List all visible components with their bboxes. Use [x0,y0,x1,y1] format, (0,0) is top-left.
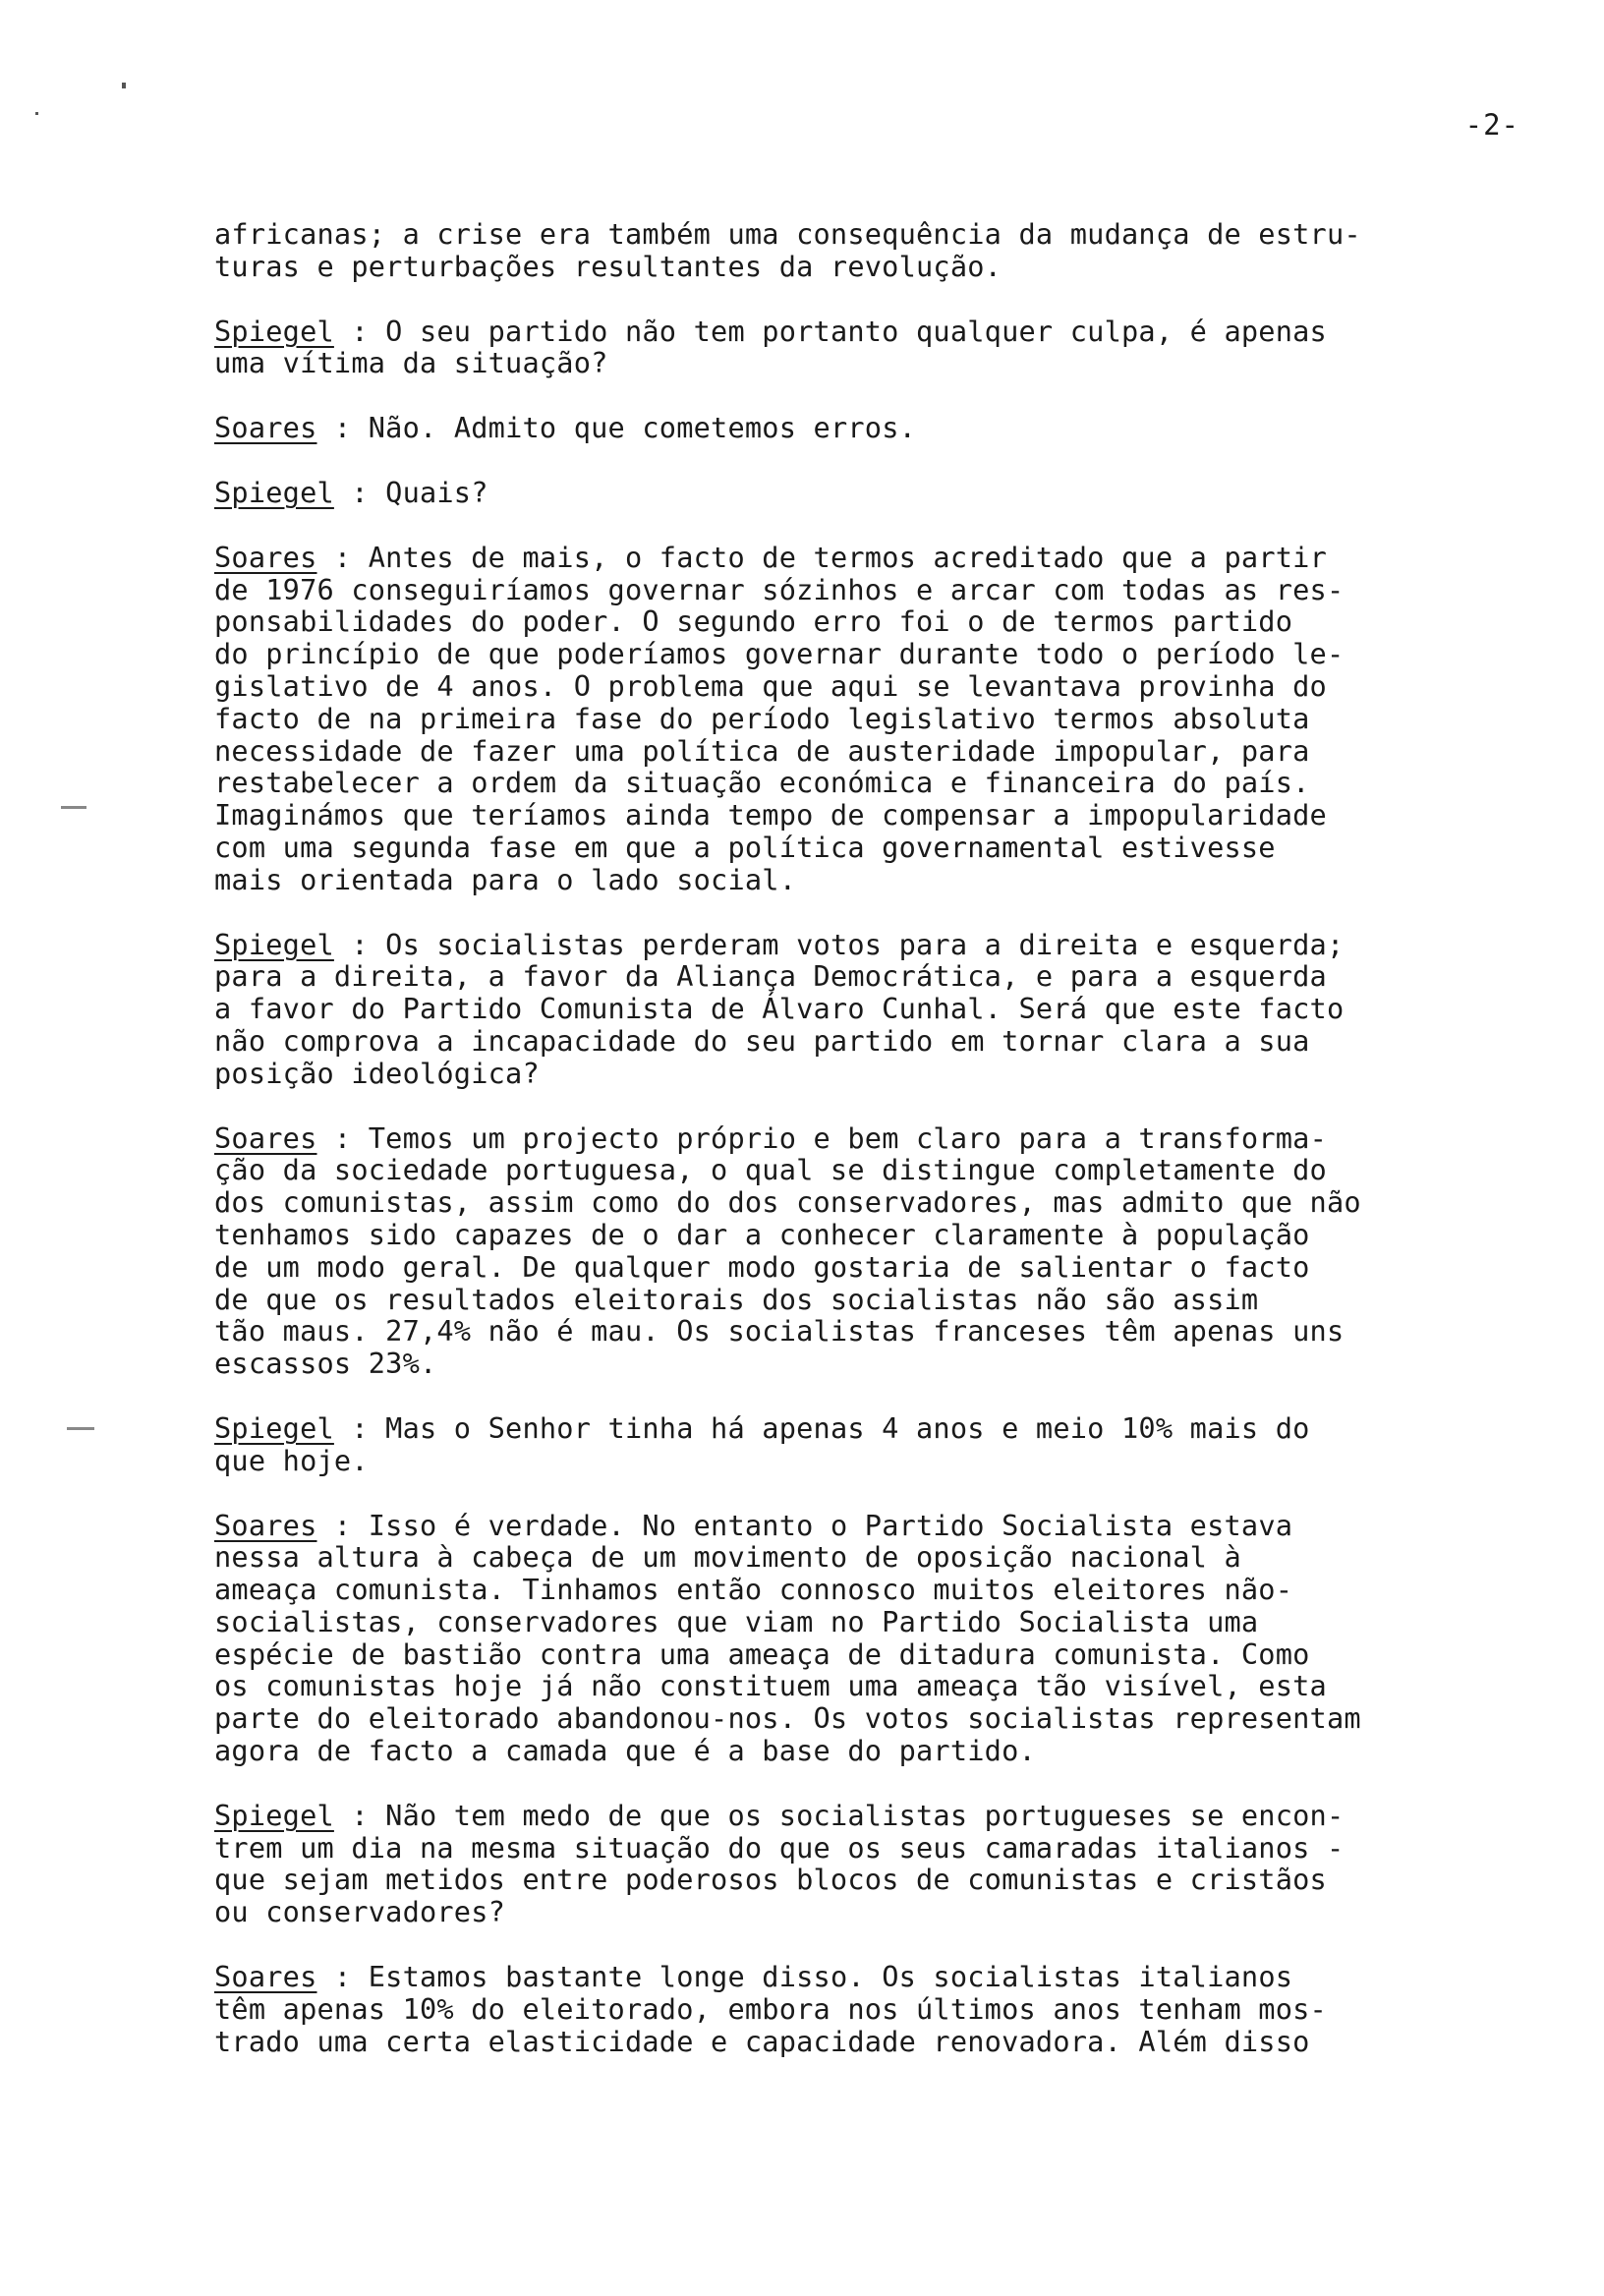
text-line: : Os socialistas perderam votos para a direita e esquerda; [333,927,1345,961]
margin-hole-mark [61,806,86,809]
text-line: turas e perturbações resultantes da revolução. [214,249,1002,283]
scan-speck [122,83,126,88]
text-line: tenhamos sido capazes de o dar a conhecer claramente à população [214,1217,1310,1251]
text-line: ponsabilidades do poder. O segundo erro foi o de termos partido [214,604,1293,639]
answer-block [214,1961,1571,2057]
text-line: de 1976 conseguiríamos governar sózinhos e arcar com todas as res- [214,572,1345,606]
speaker-label: Soares [214,1120,317,1155]
paragraph [214,218,1571,283]
speaker-label: Spiegel [214,1798,334,1832]
text-line: posição ideológica? [214,1056,540,1090]
margin-hole-mark [67,1427,94,1430]
speaker-label: Soares [214,411,317,445]
text-line: trem um dia na mesma situação do que os seus camaradas italianos - [214,1830,1345,1865]
question-block [214,477,1571,509]
text-line: Imaginámos que teríamos ainda tempo de compensar a impopularidade [214,798,1327,832]
answer-block [214,542,1571,896]
text-line: ameaça comunista. Tinhamos então connosco muitos eleitores não- [214,1573,1293,1607]
text-line: nessa altura à cabeça de um movimento de oposição nacional à [214,1540,1241,1575]
text-line: mais orientada para o lado social. [214,862,797,896]
text-line: tão maus. 27,4% não é mau. Os socialistas franceses têm apenas uns [214,1314,1345,1349]
text-line: dos comunistas, assim como do dos conservadores, mas admito que não [214,1185,1361,1220]
text-line: : Isso é verdade. No entanto o Partido Socialista estava [316,1508,1293,1542]
text-line: parte do eleitorado abandonou-nos. Os votos socialistas representam [214,1701,1361,1736]
text-line: que sejam metidos entre poderosos blocos de comunistas e cristãos [214,1863,1327,1897]
text-line: a favor do Partido Comunista de Álvaro Cunhal. Será que este facto [214,992,1345,1026]
text-line: : Estamos bastante longe disso. Os socialistas italianos [316,1960,1293,1994]
text-line: não comprova a incapacidade do seu partido em tornar clara a sua [214,1023,1310,1058]
text-line: os comunistas hoje já não constituem uma ameaça tão visível, esta [214,1669,1327,1703]
speaker-label: Spiegel [214,1410,334,1445]
answer-block [214,1510,1571,1767]
text-line: socialistas, conservadores que viam no Partido Socialista uma [214,1604,1259,1638]
text-line: : Quais? [333,475,488,509]
text-line: : Mas o Senhor tinha há apenas 4 anos e meio 10% mais do [333,1410,1310,1445]
speaker-label: Spiegel [214,475,334,509]
text-line: ção da sociedade portuguesa, o qual se distingue completamente do [214,1153,1327,1187]
speaker-label: Soares [214,540,317,574]
text-line: com uma segunda fase em que a política governamental estivesse [214,830,1276,864]
text-line: : Não. Admito que cometemos erros. [316,411,917,445]
text-line: que hoje. [214,1443,369,1477]
question-block [214,1800,1571,1928]
text-line: trado uma certa elasticidade e capacidade renovadora. Além disso [214,2024,1310,2058]
answer-block [214,1122,1571,1380]
text-line: ou conservadores? [214,1895,506,1929]
text-line: : Temos um projecto próprio e bem claro para a transforma- [316,1120,1327,1155]
text-line: de que os resultados eleitorais dos socialistas não são assim [214,1282,1259,1316]
text-line: uma vítima da situação? [214,346,608,380]
text-line: facto de na primeira fase do período legislativo termos absoluta [214,701,1310,735]
text-line: : Antes de mais, o facto de termos acreditado que a partir [316,540,1327,574]
answer-block [214,412,1571,444]
question-block [214,316,1571,380]
text-line: de um modo geral. De qualquer modo gostaria de salientar o facto [214,1249,1310,1284]
speaker-label: Spiegel [214,927,334,961]
text-line: : Não tem medo de que os socialistas portugueses se encon- [333,1798,1345,1832]
scan-speck [35,112,38,115]
speaker-label: Spiegel [214,314,334,348]
speaker-label: Soares [214,1960,317,1994]
speaker-label: Soares [214,1508,317,1542]
interview-text [214,218,1571,2090]
text-line: necessidade de fazer uma política de austeridade impopular, para [214,733,1310,768]
text-line: : O seu partido não tem portanto qualquer culpa, é apenas [333,314,1327,348]
question-block [214,929,1571,1090]
text-line: agora de facto a camada que é a base do partido. [214,1734,1036,1768]
page-number: -2- [1464,108,1519,142]
text-line: africanas; a crise era também uma consequência da mudança de estru- [214,217,1361,251]
text-line: para a direita, a favor da Aliança Democrática, e para a esquerda [214,959,1327,994]
text-line: gislativo de 4 anos. O problema que aqui se levantava provinha do [214,668,1327,703]
text-line: do princípio de que poderíamos governar durante todo o período le- [214,637,1345,671]
text-line: restabelecer a ordem da situação económica e financeira do país. [214,766,1310,800]
text-line: escassos 23%. [214,1347,437,1381]
question-block [214,1412,1571,1477]
text-line: espécie de bastião contra uma ameaça de ditadura comunista. Como [214,1636,1310,1671]
text-line: têm apenas 10% do eleitorado, embora nos últimos anos tenham mos- [214,1991,1327,2026]
